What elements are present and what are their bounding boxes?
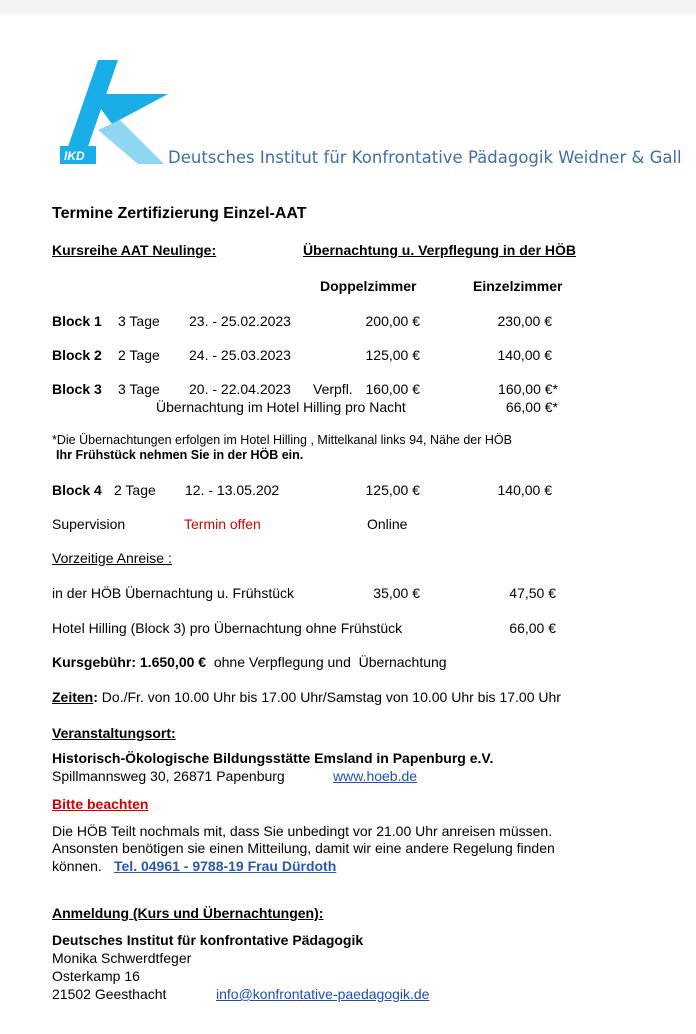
anmeldung-org: Deutsches Institut für konfrontative Pädagogik: [52, 932, 364, 948]
supervision-termin: Termin offen: [184, 516, 261, 532]
email-link[interactable]: info@konfrontative-paedagogik.de: [216, 986, 430, 1002]
anreise-hoeb-einzel: 47,50 €: [509, 585, 556, 601]
block-einzel: 140,00 €: [497, 347, 552, 363]
block-tage: 2 Tage: [118, 347, 160, 363]
block-tage: 2 Tage: [114, 482, 156, 498]
uebernachtung-heading: Übernachtung u. Verpflegung in der HÖB: [303, 242, 577, 258]
beachten-line: Die HÖB Teilt nochmals mit, dass Sie unbedingt vor 21.00 Uhr anreisen müssen.: [52, 823, 553, 839]
block-name: Block 3: [52, 381, 102, 397]
page-title: Termine Zertifizierung Einzel-AAT: [52, 205, 307, 222]
venue-address: Spillmannsweg 30, 26871 Papenburg: [52, 768, 285, 784]
anreise-heading: Vorzeitige Anreise :: [52, 550, 172, 566]
beachten-line: Ansonsten benötigen sie einen Mitteilung, damit wir eine andere Regelung finden: [52, 840, 555, 856]
kursgebuehr-line: [52, 654, 447, 670]
col-einzelzimmer: Einzelzimmer: [473, 278, 563, 294]
anreise-hilling-label: Hotel Hilling (Block 3) pro Übernachtung ohne Frühstück: [52, 620, 403, 636]
supervision-mode: Online: [367, 516, 408, 532]
block-tage: 3 Tage: [118, 381, 160, 397]
col-doppelzimmer: Doppelzimmer: [320, 278, 417, 294]
block-datum: 12. - 13.05.202: [185, 482, 280, 498]
zeiten-colon: :: [93, 689, 98, 705]
beachten-line: können.: [52, 858, 102, 874]
beachten-heading: Bitte beachten: [52, 796, 149, 812]
anmeldung-person: Monika Schwerdtfeger: [52, 950, 192, 966]
veranstaltungsort-heading: Veranstaltungsort:: [52, 725, 176, 741]
anreise-hoeb-label: in der HÖB Übernachtung u. Frühstück: [52, 585, 295, 601]
note-bold-line: Ihr Frühstück nehmen Sie in der HÖB ein.: [56, 448, 304, 462]
zeiten-label: Zeiten: [52, 689, 94, 705]
supervision-label: Supervision: [52, 516, 126, 532]
zeiten-line: [52, 689, 561, 705]
anreise-hilling-price: 66,00 €: [509, 620, 556, 636]
ikd-logo: [60, 60, 170, 166]
block-extra: Verpfl.: [313, 381, 353, 397]
anmeldung-heading: Anmeldung (Kurs und Übernachtungen):: [52, 905, 324, 921]
svg-text:IKD: IKD: [64, 149, 85, 163]
hilling-line: Übernachtung im Hotel Hilling pro Nacht: [156, 399, 406, 415]
hilling-price: 66,00 €*: [505, 399, 558, 415]
kursgebuehr-rest: ohne Verpflegung und Übernachtung: [206, 654, 447, 670]
anreise-hoeb-doppel: 35,00 €: [373, 585, 420, 601]
zeiten-text: Do./Fr. von 10.00 Uhr bis 17.00 Uhr/Samstag von 10.00 Uhr bis 17.00 Uhr: [97, 689, 561, 705]
venue-name: Historisch-Ökologische Bildungsstätte Emsland in Papenburg e.V.: [52, 750, 494, 766]
block-name: Block 2: [52, 347, 102, 363]
phone-link[interactable]: Tel. 04961 - 9788-19 Frau Dürdoth: [114, 858, 337, 874]
block-name: Block 4: [52, 482, 102, 498]
note-line: *Die Übernachtungen erfolgen im Hotel Hilling , Mittelkanal links 94, Nähe der HÖB: [52, 433, 512, 447]
block-datum: 20. - 22.04.2023: [189, 381, 291, 397]
anmeldung-city: 21502 Geesthacht: [52, 986, 167, 1002]
block-datum: 24. - 25.03.2023: [189, 347, 291, 363]
block-datum: 23. - 25.02.2023: [189, 313, 291, 329]
kursgebuehr-label: Kursgebühr: 1.650,00 €: [52, 654, 207, 670]
block-name: Block 1: [52, 313, 102, 329]
kursreihe-heading: Kursreihe AAT Neulinge:: [52, 242, 217, 258]
institute-name: Deutsches Institut für Konfrontative Pädagogik Weidner & Gall: [168, 148, 682, 167]
block-doppel: 160,00 €: [365, 381, 420, 397]
venue-website-link[interactable]: www.hoeb.de: [333, 768, 418, 784]
block-doppel: 125,00 €: [365, 482, 420, 498]
block-tage: 3 Tage: [118, 313, 160, 329]
document-page: [0, 14, 696, 1034]
block-einzel: 140,00 €: [497, 482, 552, 498]
anmeldung-street: Osterkamp 16: [52, 968, 140, 984]
block-doppel: 200,00 €: [365, 313, 420, 329]
block-einzel: 160,00 €*: [498, 381, 558, 397]
block-doppel: 125,00 €: [365, 347, 420, 363]
block-einzel: 230,00 €: [497, 313, 552, 329]
